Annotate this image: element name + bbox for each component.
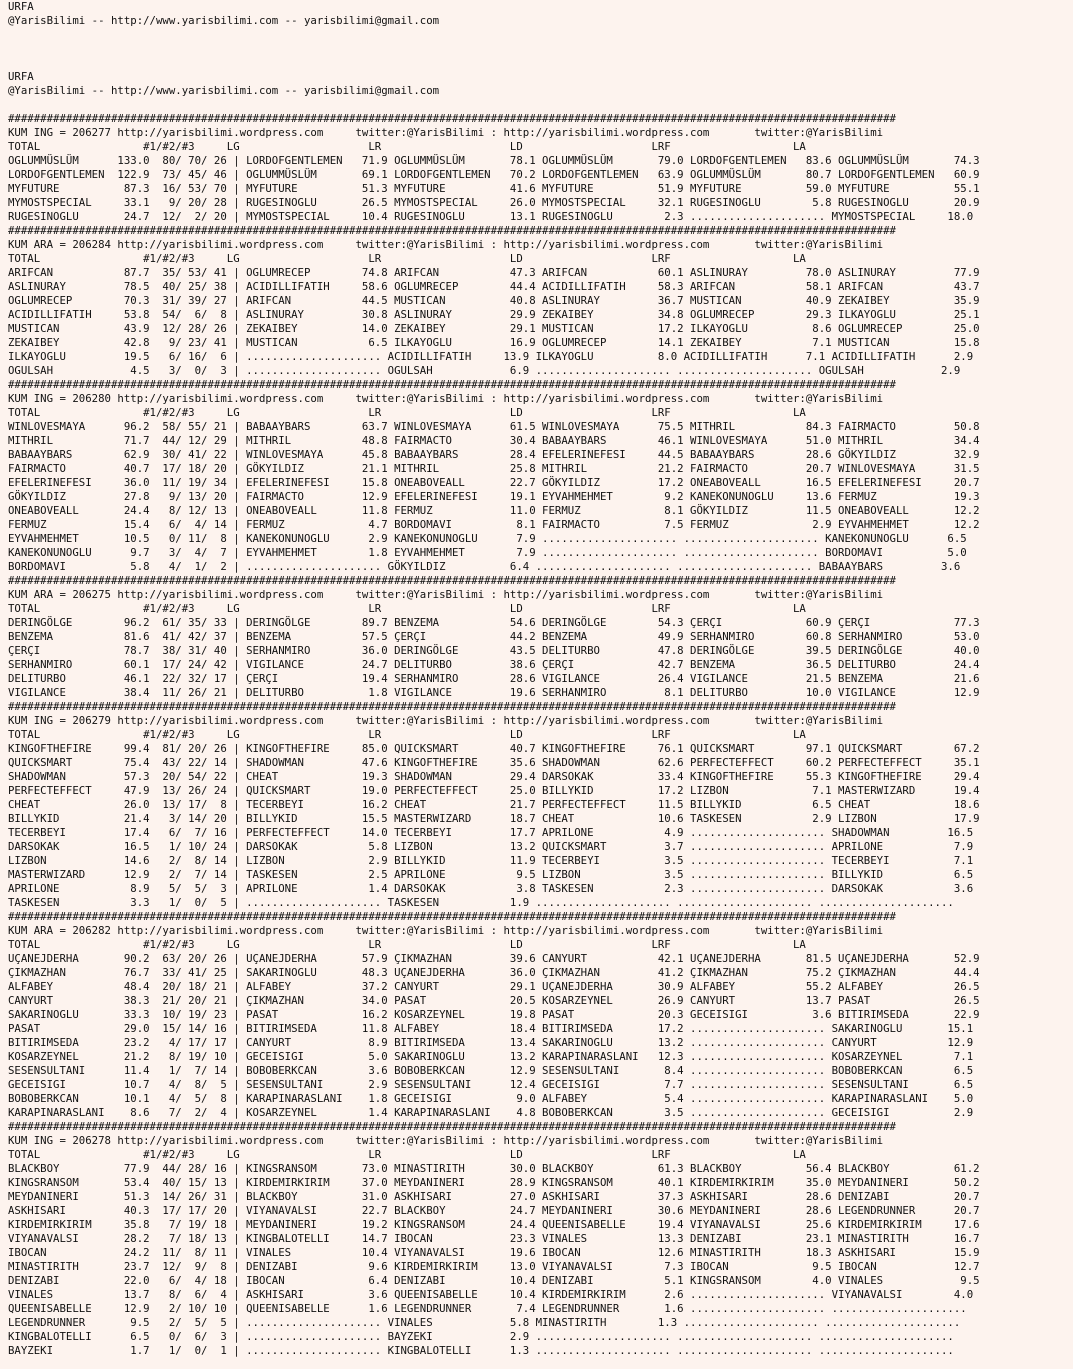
separator-line: ########################################################################################################################################## [8, 112, 896, 125]
race-header: KUM ARA = 206284 http://yarisbilimi.wordpress.com twitter:@YarisBilimi : http://yarisbilimi.wordpress.com twitter:@YarisBilimi [8, 238, 884, 251]
result-row: BENZEMA 81.6 41/ 42/ 37 | BENZEMA 57.5 ÇERÇI 44.2 BENZEMA 49.9 SERHANMIRO 60.8 SERHANMIRO 53.0 [8, 630, 980, 643]
result-row: ALFABEY 48.4 20/ 18/ 21 | ALFABEY 37.2 CANYURT 29.1 UÇANEJDERHA 30.9 ALFABEY 55.2 ALFABEY 26.5 [8, 980, 980, 993]
result-row: APRILONE 8.9 5/ 5/ 3 | APRILONE 1.4 DARSOKAK 3.8 TASKESEN 2.3 ..................... DARSOKAK 3.6 [8, 882, 974, 895]
separator-line: ########################################################################################################################################## [8, 224, 896, 237]
result-row: EYVAHMEHMET 10.5 0/ 11/ 8 | KANEKONUNOGLU 2.9 KANEKONUNOGLU 7.9 ..................... ..................... KANEKONUNOGLU 6.5 [8, 532, 967, 545]
result-row: SERHANMIRO 60.1 17/ 24/ 42 | VIGILANCE 24.7 DELITURBO 38.6 ÇERÇI 42.7 BENZEMA 36.5 DELITURBO 24.4 [8, 658, 980, 671]
blank-line [8, 98, 1073, 112]
result-row: ILKAYOGLU 19.5 6/ 16/ 6 | ..................... ACIDILLIFATIH 13.9 ILKAYOGLU 8.0 ACIDILLIFATIH 7.1 ACIDILLIFATIH 2.9 [8, 350, 974, 363]
result-row: FERMUZ 15.4 6/ 4/ 14 | FERMUZ 4.7 BORDOMAVI 8.1 FAIRMACTO 7.5 FERMUZ 2.9 EYVAHMEHMET 12.2 [8, 518, 980, 531]
result-row: KOSARZEYNEL 21.2 8/ 19/ 10 | GECEISIGI 5.0 SAKARINOGLU 13.2 KARAPINARASLANI 12.3 ..................... KOSARZEYNEL 7.1 [8, 1050, 974, 1063]
result-row: DELITURBO 46.1 22/ 32/ 17 | ÇERÇI 19.4 SERHANMIRO 28.6 VIGILANCE 26.4 VIGILANCE 21.5 BENZEMA 21.6 [8, 672, 980, 685]
result-row: ÇERÇI 78.7 38/ 31/ 40 | SERHANMIRO 36.0 DERINGÖLGE 43.5 DELITURBO 47.8 DERINGÖLGE 39.5 DERINGÖLGE 40.0 [8, 644, 980, 657]
result-row: DERINGÖLGE 96.2 61/ 35/ 33 | DERINGÖLGE 89.7 BENZEMA 54.6 DERINGÖLGE 54.3 ÇERÇI 60.9 ÇERÇI 77.3 [8, 616, 980, 629]
blank-line [8, 56, 1073, 70]
separator-line: ########################################################################################################################################## [8, 1120, 896, 1133]
result-row: EFELERINEFESI 36.0 11/ 19/ 34 | EFELERINEFESI 15.8 ONEABOVEALL 22.7 GÖKYILDIZ 17.2 ONEABOVEALL 16.5 EFELERINEFESI 20.7 [8, 476, 980, 489]
separator-line: ########################################################################################################################################## [8, 574, 896, 587]
result-row: LIZBON 14.6 2/ 8/ 14 | LIZBON 2.9 BILLYKID 11.9 TECERBEYI 3.5 ..................... TECERBEYI 7.1 [8, 854, 974, 867]
result-row: MYFUTURE 87.3 16/ 53/ 70 | MYFUTURE 51.3 MYFUTURE 41.6 MYFUTURE 51.9 MYFUTURE 59.0 MYFUTURE 55.1 [8, 182, 980, 195]
race-header: KUM ING = 206278 http://yarisbilimi.wordpress.com twitter:@YarisBilimi : http://yarisbilimi.wordpress.com twitter:@YarisBilimi [8, 1134, 884, 1147]
result-row: BILLYKID 21.4 3/ 14/ 20 | BILLYKID 15.5 MASTERWIZARD 18.7 CHEAT 10.6 TASKESEN 2.9 LIZBON 17.9 [8, 812, 980, 825]
separator-line: ########################################################################################################################################## [8, 378, 896, 391]
result-row: GÖKYILDIZ 27.8 9/ 13/ 20 | FAIRMACTO 12.9 EFELERINEFESI 19.1 EYVAHMEHMET 9.2 KANEKONUNOGLU 13.6 FERMUZ 19.3 [8, 490, 980, 503]
result-row: MINASTIRITH 23.7 12/ 9/ 8 | DENIZABI 9.6 KIRDEMIRKIRIM 13.0 VIYANAVALSI 7.3 IBOCAN 9.5 IBOCAN 12.7 [8, 1260, 980, 1273]
result-row: ZEKAIBEY 42.8 9/ 23/ 41 | MUSTICAN 6.5 ILKAYOGLU 16.9 OGLUMRECEP 14.1 ZEKAIBEY 7.1 MUSTICAN 15.8 [8, 336, 980, 349]
column-header: TOTAL #1/#2/#3 LG LR LD LRF LA [8, 252, 806, 265]
result-row: VIGILANCE 38.4 11/ 26/ 21 | DELITURBO 1.8 VIGILANCE 19.6 SERHANMIRO 8.1 DELITURBO 10.0 VIGILANCE 12.9 [8, 686, 980, 699]
result-row: RUGESINOGLU 24.7 12/ 2/ 20 | MYMOSTSPECIAL 10.4 RUGESINOGLU 13.1 RUGESINOGLU 2.3 ..................... MYMOSTSPECIAL 18.0 [8, 210, 974, 223]
race-header: KUM ING = 206279 http://yarisbilimi.wordpress.com twitter:@YarisBilimi : http://yarisbilimi.wordpress.com twitter:@YarisBilimi [8, 714, 884, 727]
result-row: VINALES 13.7 8/ 6/ 4 | ASKHISARI 3.6 QUEENISABELLE 10.4 KIRDEMIRKIRIM 2.6 ..................... VIYANAVALSI 4.0 [8, 1288, 974, 1301]
race-header: KUM ARA = 206275 http://yarisbilimi.wordpress.com twitter:@YarisBilimi : http://yarisbilimi.wordpress.com twitter:@YarisBilimi [8, 588, 884, 601]
result-row: DENIZABI 22.0 6/ 4/ 18 | IBOCAN 6.4 DENIZABI 10.4 DENIZABI 5.1 KINGSRANSOM 4.0 VINALES 9.5 [8, 1274, 980, 1287]
result-row: QUICKSMART 75.4 43/ 22/ 14 | SHADOWMAN 47.6 KINGOFTHEFIRE 35.6 SHADOWMAN 62.6 PERFECTEFFECT 60.2 PERFECTEFFECT 35.1 [8, 756, 980, 769]
race-header: KUM ARA = 206282 http://yarisbilimi.wordpress.com twitter:@YarisBilimi : http://yarisbilimi.wordpress.com twitter:@YarisBilimi [8, 924, 884, 937]
result-row: ARIFCAN 87.7 35/ 53/ 41 | OGLUMRECEP 74.8 ARIFCAN 47.3 ARIFCAN 60.1 ASLINURAY 78.0 ASLINURAY 77.9 [8, 266, 980, 279]
column-header: TOTAL #1/#2/#3 LG LR LD LRF LA [8, 406, 806, 419]
result-row: OGLUMMÜSLÜM 133.0 80/ 70/ 26 | LORDOFGENTLEMEN 71.9 OGLUMMÜSLÜM 78.1 OGLUMMÜSLÜM 79.0 LORDOFGENTLEMEN 83.6 OGLUMMÜSLÜM 74.3 [8, 154, 980, 167]
race-blocks [8, 112, 1073, 1358]
result-row: BORDOMAVI 5.8 4/ 1/ 2 | ..................... GÖKYILDIZ 6.4 ..................... ..................... BABAAYBARS 3.6 [8, 560, 961, 573]
result-row: ONEABOVEALL 24.4 8/ 12/ 13 | ONEABOVEALL 11.8 FERMUZ 11.0 FERMUZ 8.1 GÖKYILDIZ 11.5 ONEABOVEALL 12.2 [8, 504, 980, 517]
result-row: OGLUMRECEP 70.3 31/ 39/ 27 | ARIFCAN 44.5 MUSTICAN 40.8 ASLINURAY 36.7 MUSTICAN 40.9 ZEKAIBEY 35.9 [8, 294, 980, 307]
result-row: MUSTICAN 43.9 12/ 28/ 26 | ZEKAIBEY 14.0 ZEKAIBEY 29.1 MUSTICAN 17.2 ILKAYOGLU 8.6 OGLUMRECEP 25.0 [8, 322, 980, 335]
result-row: MITHRIL 71.7 44/ 12/ 29 | MITHRIL 48.8 FAIRMACTO 30.4 BABAAYBARS 46.1 WINLOVESMAYA 51.0 MITHRIL 34.4 [8, 434, 980, 447]
result-row: IBOCAN 24.2 11/ 8/ 11 | VINALES 10.4 VIYANAVALSI 19.6 IBOCAN 12.6 MINASTIRITH 18.3 ASKHISARI 15.9 [8, 1246, 980, 1259]
result-row: SESENSULTANI 11.4 1/ 7/ 14 | BOBOBERKCAN 3.6 BOBOBERKCAN 12.9 SESENSULTANI 8.4 ..................... BOBOBERKCAN 6.5 [8, 1064, 974, 1077]
separator-line: ########################################################################################################################################## [8, 700, 896, 713]
result-row: LEGENDRUNNER 9.5 2/ 5/ 5 | ..................... VINALES 5.8 MINASTIRITH 1.3 ..................... ..................... [8, 1316, 961, 1329]
result-row: ACIDILLIFATIH 53.8 54/ 6/ 8 | ASLINURAY 30.8 ASLINURAY 29.9 ZEKAIBEY 34.8 OGLUMRECEP 29.3 ILKAYOGLU 25.1 [8, 308, 980, 321]
column-header: TOTAL #1/#2/#3 LG LR LD LRF LA [8, 602, 806, 615]
result-row: ASLINURAY 78.5 40/ 25/ 38 | ACIDILLIFATIH 58.6 OGLUMRECEP 44.4 ACIDILLIFATIH 58.3 ARIFCAN 58.1 ARIFCAN 43.7 [8, 280, 980, 293]
result-row: TECERBEYI 17.4 6/ 7/ 16 | PERFECTEFFECT 14.0 TECERBEYI 17.7 APRILONE 4.9 ..................... SHADOWMAN 16.5 [8, 826, 974, 839]
page-title: URFA [8, 0, 34, 13]
result-row: BAYZEKI 1.7 1/ 0/ 1 | ..................... KINGBALOTELLI 1.3 ..................... ..................... ..................... [8, 1344, 954, 1357]
blank-line [8, 28, 1073, 42]
result-row: KINGSRANSOM 53.4 40/ 15/ 13 | KIRDEMIRKIRIM 37.0 MEYDANINERI 28.9 KINGSRANSOM 40.1 KIRDEMIRKIRIM 35.0 MEYDANINERI 50.2 [8, 1176, 980, 1189]
result-row: TASKESEN 3.3 1/ 0/ 5 | ..................... TASKESEN 1.9 ..................... ..................... ..................... [8, 896, 954, 909]
result-row: MEYDANINERI 51.3 14/ 26/ 31 | BLACKBOY 31.0 ASKHISARI 27.0 ASKHISARI 37.3 ASKHISARI 28.6 DENIZABI 20.7 [8, 1190, 980, 1203]
result-row: UÇANEJDERHA 90.2 63/ 20/ 26 | UÇANEJDERHA 57.9 ÇIKMAZHAN 39.6 CANYURT 42.1 UÇANEJDERHA 81.5 UÇANEJDERHA 52.9 [8, 952, 980, 965]
result-row: MASTERWIZARD 12.9 2/ 7/ 14 | TASKESEN 2.5 APRILONE 9.5 LIZBON 3.5 ..................... BILLYKID 6.5 [8, 868, 974, 881]
result-row: KANEKONUNOGLU 9.7 3/ 4/ 7 | EYVAHMEHMET 1.8 EYVAHMEHMET 7.9 ..................... ..................... BORDOMAVI 5.0 [8, 546, 967, 559]
column-header: TOTAL #1/#2/#3 LG LR LD LRF LA [8, 140, 806, 153]
blank-line [8, 42, 1073, 56]
result-row: FAIRMACTO 40.7 17/ 18/ 20 | GÖKYILDIZ 21.1 MITHRIL 25.8 MITHRIL 21.2 FAIRMACTO 20.7 WINLOVESMAYA 31.5 [8, 462, 980, 475]
result-row: KIRDEMIRKIRIM 35.8 7/ 19/ 18 | MEYDANINERI 19.2 KINGSRANSOM 24.4 QUEENISABELLE 19.4 VIYANAVALSI 25.6 KIRDEMIRKIRIM 17.6 [8, 1218, 980, 1231]
result-row: KINGBALOTELLI 6.5 0/ 6/ 3 | ..................... BAYZEKI 2.9 ..................... ..................... ..................... [8, 1330, 954, 1343]
credit-line: @YarisBilimi -- http://www.yarisbilimi.com -- yarisbilimi@gmail.com [8, 84, 440, 97]
result-row: VIYANAVALSI 28.2 7/ 18/ 13 | KINGBALOTELLI 14.7 IBOCAN 23.3 VINALES 13.3 DENIZABI 23.1 MINASTIRITH 16.7 [8, 1232, 980, 1245]
separator-line: ########################################################################################################################################## [8, 910, 896, 923]
column-header: TOTAL #1/#2/#3 LG LR LD LRF LA [8, 1148, 806, 1161]
result-row: GECEISIGI 10.7 4/ 8/ 5 | SESENSULTANI 2.9 SESENSULTANI 12.4 GECEISIGI 7.7 ..................... SESENSULTANI 6.5 [8, 1078, 974, 1091]
result-row: WINLOVESMAYA 96.2 58/ 55/ 21 | BABAAYBARS 63.7 WINLOVESMAYA 61.5 WINLOVESMAYA 75.5 MITHRIL 84.3 FAIRMACTO 50.8 [8, 420, 980, 433]
result-row: SHADOWMAN 57.3 20/ 54/ 22 | CHEAT 19.3 SHADOWMAN 29.4 DARSOKAK 33.4 KINGOFTHEFIRE 55.3 KINGOFTHEFIRE 29.4 [8, 770, 980, 783]
page-title: URFA [8, 70, 34, 83]
column-header: TOTAL #1/#2/#3 LG LR LD LRF LA [8, 938, 806, 951]
result-row: BLACKBOY 77.9 44/ 28/ 16 | KINGSRANSOM 73.0 MINASTIRITH 30.0 BLACKBOY 61.3 BLACKBOY 56.4 BLACKBOY 61.2 [8, 1162, 980, 1175]
result-row: PASAT 29.0 15/ 14/ 16 | BITIRIMSEDA 11.8 ALFABEY 18.4 BITIRIMSEDA 17.2 ..................... SAKARINOGLU 15.1 [8, 1022, 974, 1035]
result-row: MYMOSTSPECIAL 33.1 9/ 20/ 28 | RUGESINOGLU 26.5 MYMOSTSPECIAL 26.0 MYMOSTSPECIAL 32.1 RUGESINOGLU 5.8 RUGESINOGLU 20.9 [8, 196, 980, 209]
result-row: ÇIKMAZHAN 76.7 33/ 41/ 25 | SAKARINOGLU 48.3 UÇANEJDERHA 36.0 ÇIKMAZHAN 41.2 ÇIKMAZHAN 75.2 ÇIKMAZHAN 44.4 [8, 966, 980, 979]
result-row: DARSOKAK 16.5 1/ 10/ 24 | DARSOKAK 5.8 LIZBON 13.2 QUICKSMART 3.7 ..................... APRILONE 7.9 [8, 840, 974, 853]
race-header: KUM ING = 206277 http://yarisbilimi.wordpress.com twitter:@YarisBilimi : http://yarisbilimi.wordpress.com twitter:@YarisBilimi [8, 126, 884, 139]
result-row: SAKARINOGLU 33.3 10/ 19/ 23 | PASAT 16.2 KOSARZEYNEL 19.8 PASAT 20.3 GECEISIGI 3.6 BITIRIMSEDA 22.9 [8, 1008, 980, 1021]
column-header: TOTAL #1/#2/#3 LG LR LD LRF LA [8, 728, 806, 741]
result-row: PERFECTEFFECT 47.9 13/ 26/ 24 | QUICKSMART 19.0 PERFECTEFFECT 25.0 BILLYKID 17.2 LIZBON 7.1 MASTERWIZARD 19.4 [8, 784, 980, 797]
credit-line: @YarisBilimi -- http://www.yarisbilimi.com -- yarisbilimi@gmail.com [8, 14, 440, 27]
result-row: KARAPINARASLANI 8.6 7/ 2/ 4 | KOSARZEYNEL 1.4 KARAPINARASLANI 4.8 BOBOBERKCAN 3.5 ..................... GECEISIGI 2.9 [8, 1106, 974, 1119]
result-row: CHEAT 26.0 13/ 17/ 8 | TECERBEYI 16.2 CHEAT 21.7 PERFECTEFFECT 11.5 BILLYKID 6.5 CHEAT 18.6 [8, 798, 980, 811]
race-header: KUM ING = 206280 http://yarisbilimi.wordpress.com twitter:@YarisBilimi : http://yarisbilimi.wordpress.com twitter:@YarisBilimi [8, 392, 884, 405]
result-row: BABAAYBARS 62.9 30/ 41/ 22 | WINLOVESMAYA 45.8 BABAAYBARS 28.4 EFELERINEFESI 44.5 BABAAYBARS 28.6 GÖKYILDIZ 32.9 [8, 448, 980, 461]
result-row: OGULSAH 4.5 3/ 0/ 3 | ..................... OGULSAH 6.9 ..................... ..................... OGULSAH 2.9 [8, 364, 961, 377]
result-row: KINGOFTHEFIRE 99.4 81/ 20/ 26 | KINGOFTHEFIRE 85.0 QUICKSMART 40.7 KINGOFTHEFIRE 76.1 QUICKSMART 97.1 QUICKSMART 67.2 [8, 742, 980, 755]
result-row: CANYURT 38.3 21/ 20/ 21 | ÇIKMAZHAN 34.0 PASAT 20.5 KOSARZEYNEL 26.9 CANYURT 13.7 PASAT 26.5 [8, 994, 980, 1007]
result-row: LORDOFGENTLEMEN 122.9 73/ 45/ 46 | OGLUMMÜSLÜM 69.1 LORDOFGENTLEMEN 70.2 LORDOFGENTLEMEN 63.9 OGLUMMÜSLÜM 80.7 LORDOFGENTLEMEN 60.9 [8, 168, 980, 181]
result-row: QUEENISABELLE 12.9 2/ 10/ 10 | QUEENISABELLE 1.6 LEGENDRUNNER 7.4 LEGENDRUNNER 1.6 ..................... ..................... [8, 1302, 967, 1315]
result-row: BOBOBERKCAN 10.1 4/ 5/ 8 | KARAPINARASLANI 1.8 GECEISIGI 9.0 ALFABEY 5.4 ..................... KARAPINARASLANI 5.0 [8, 1092, 974, 1105]
result-row: ASKHISARI 40.3 17/ 17/ 20 | VIYANAVALSI 22.7 BLACKBOY 24.7 MEYDANINERI 30.6 MEYDANINERI 28.6 LEGENDRUNNER 20.7 [8, 1204, 980, 1217]
result-row: BITIRIMSEDA 23.2 4/ 17/ 17 | CANYURT 8.9 BITIRIMSEDA 13.4 SAKARINOGLU 13.2 ..................... CANYURT 12.9 [8, 1036, 974, 1049]
